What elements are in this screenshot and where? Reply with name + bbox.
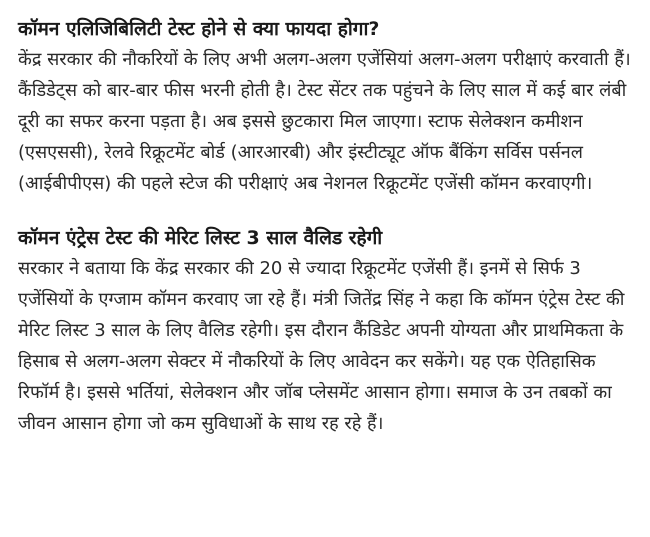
section-paragraph: सरकार ने बताया कि केंद्र सरकार की 20 से ज्यादा रिक्रूटमेंट एजेंसी हैं। इनमें से सिर्फ 3 एजेंसियों के एग्जाम कॉमन करवाए जा रहे हैं। मंत्री जितेंद्र सिंह ने कहा कि कॉमन एंट्रेस टेस्ट की मेरिट लिस्ट 3 साल के लिए वैलिड रहेगी। इस दौरान कैंडिडेट अपनी योग्यता और प्राथमिकता के हिसाब से अलग-अलग सेक्टर में नौकरियों के लिए आवेदन कर सकेंगे। यह एक ऐतिहासिक रिफॉर्म है। इससे भर्तियां, सेलेक्शन और जॉब प्लेसमेंट आसान होगा। समाज के उन तबकों का जीवन आसान होगा जो कम सुविधाओं के साथ रह रहे हैं। [18,258,625,434]
section-heading: कॉमन एलिजिबिलिटी टेस्ट होने से क्या फायदा होगा? [18,18,380,40]
section-heading: कॉमन एंट्रेस टेस्ट की मेरिट लिस्ट 3 साल वैलिड रहेगी [18,227,383,249]
section-merit-list-validity [18,223,632,439]
section-spacer [18,199,632,223]
section-paragraph: केंद्र सरकार की नौकरियों के लिए अभी अलग-अलग एजेंसियां अलग-अलग परीक्षाएं करवाती हैं। कैंडिडेट्स को बार-बार फीस भरनी होती है। टेस्ट सेंटर तक पहुंचने के लिए साल में कई बार लंबी दूरी का सफर करना पड़ता है। अब इससे छुटकारा मिल जाएगा। स्टाफ सेलेक्शन कमीशन (एसएससी), रेलवे रिक्रूटमेंट बोर्ड (आरआरबी) और इंस्टीट्यूट ऑफ बैंकिंग सर्विस पर्सनल (आईबीपीएस) की पहले स्टेज की परीक्षाएं अब नेशनल रिक्रूटमेंट एजेंसी कॉमन करवाएगी। [18,49,631,194]
section-common-eligibility-benefits [18,14,632,199]
